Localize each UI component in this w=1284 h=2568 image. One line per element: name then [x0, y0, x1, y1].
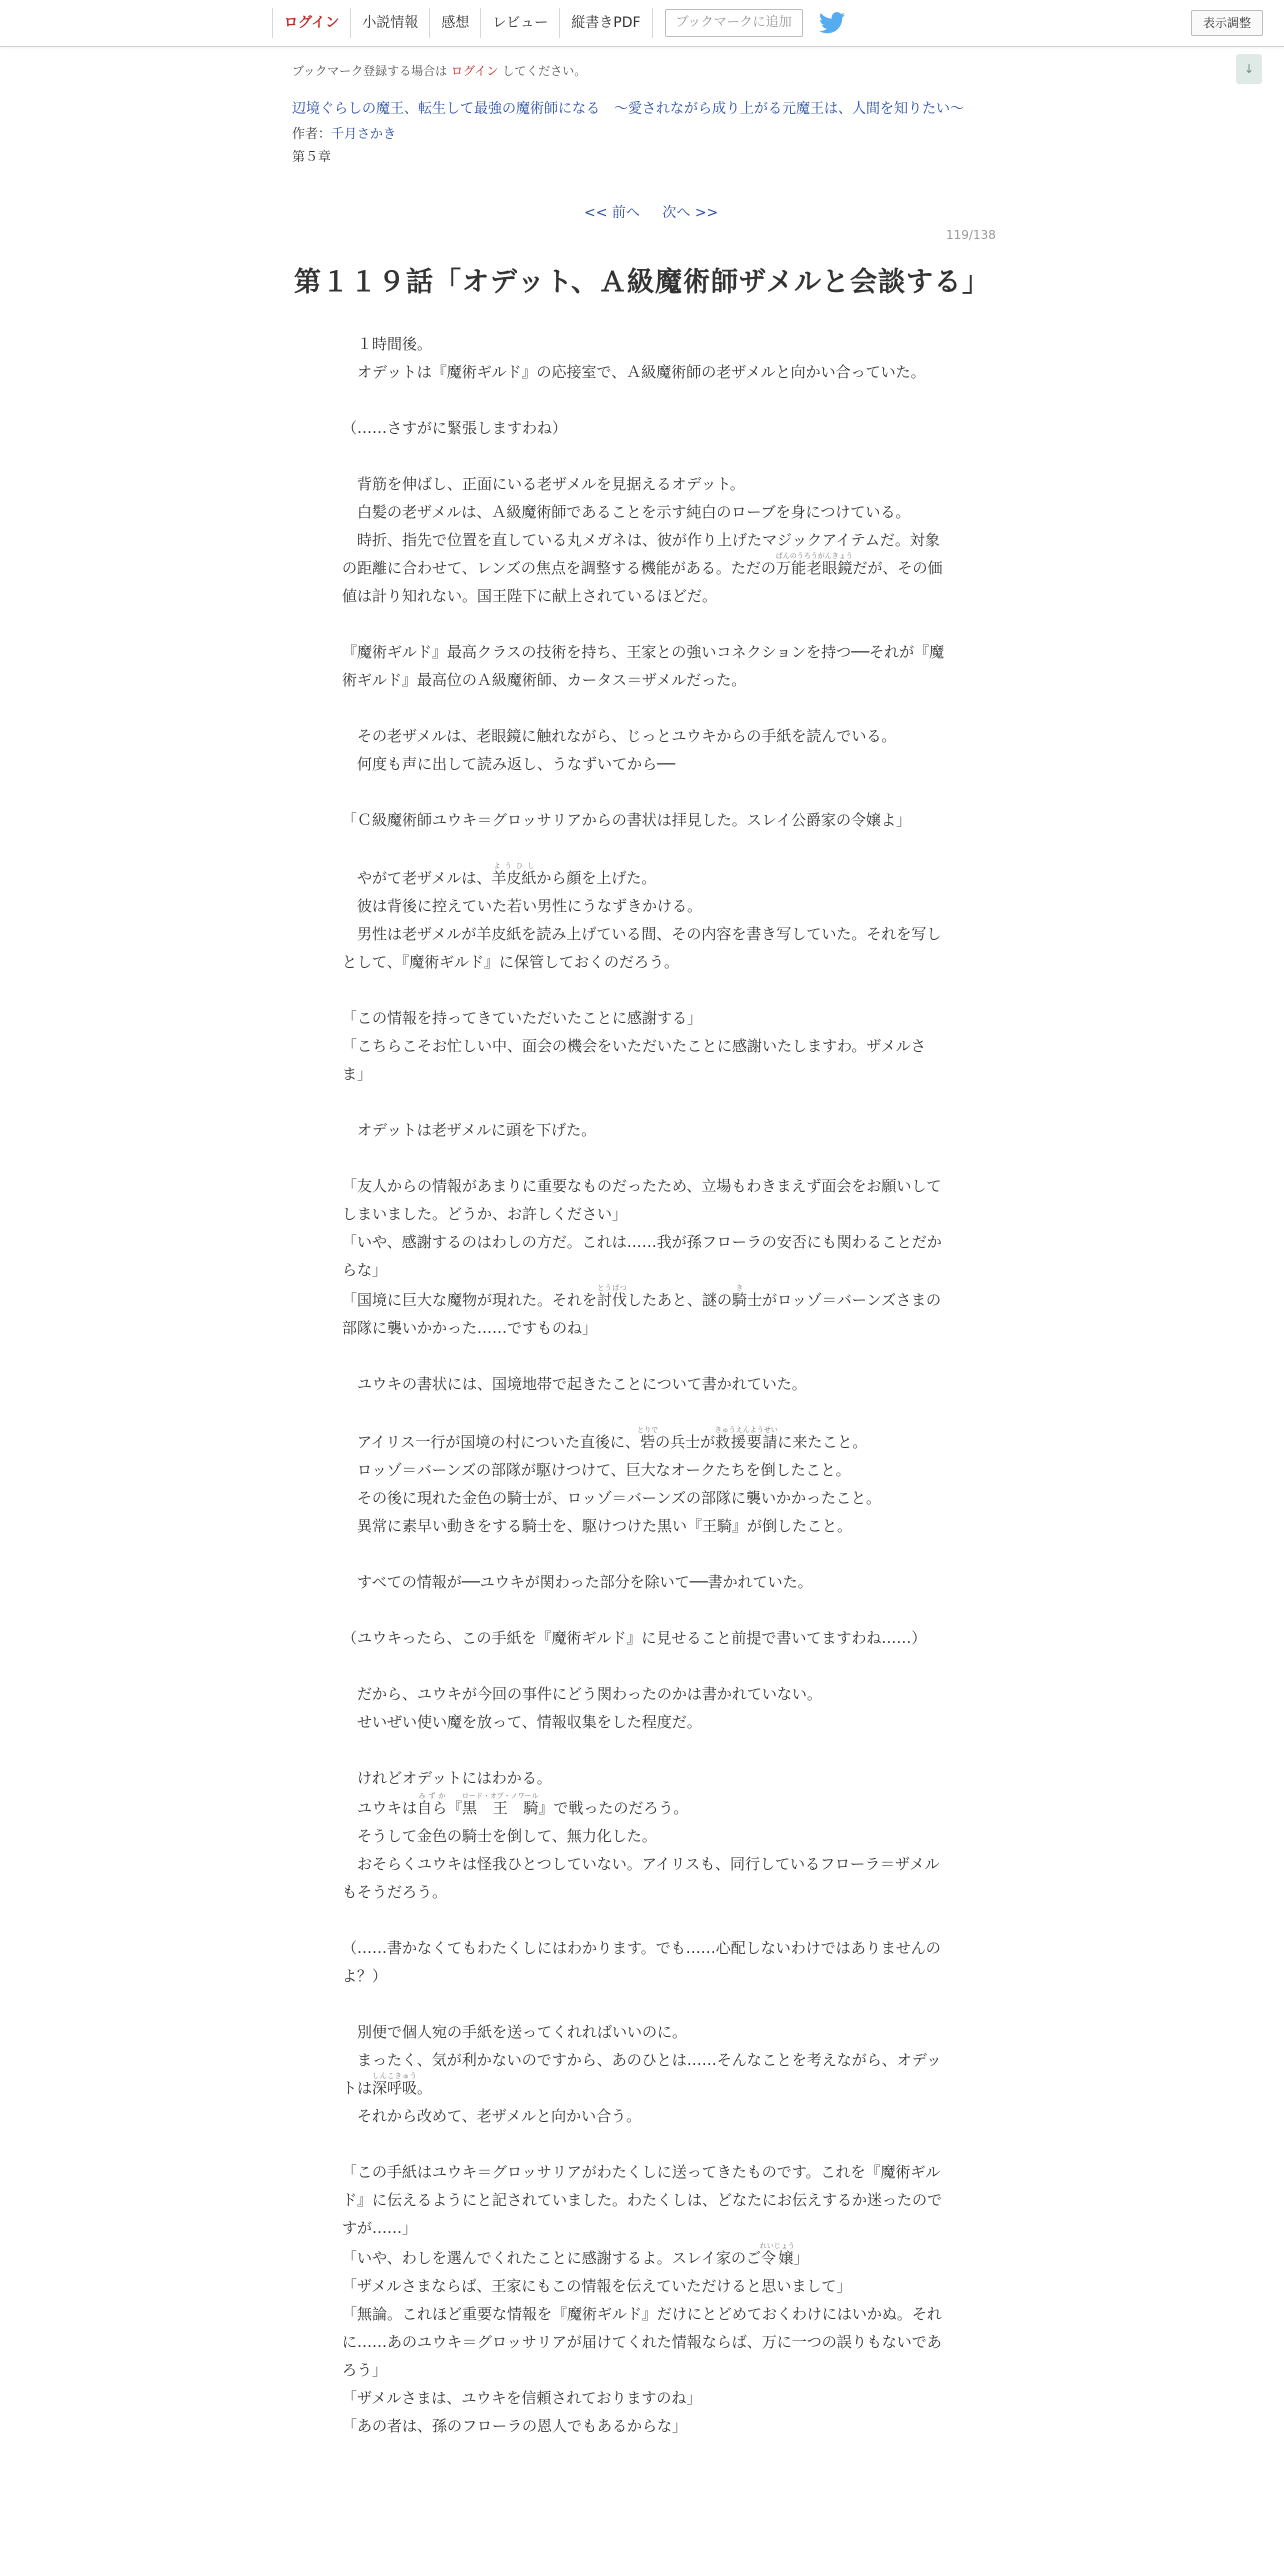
- paragraph: （……さすがに緊張しますわね）: [342, 419, 568, 437]
- paragraph: 別便で個人宛の手紙を送ってくれればいいのに。: [342, 2023, 688, 2041]
- ruby-word: [637, 1426, 659, 1451]
- ruby-reading: とうばつ: [597, 1284, 628, 1292]
- blank-line: [342, 1342, 946, 1370]
- paragraph: そうして金色の騎士を倒して、無力化した。: [342, 1827, 657, 1845]
- paragraph: １時間後。: [342, 335, 433, 353]
- paragraph: 背筋を伸ばし、正面にいる老ザメルを見据えるオデット。: [342, 475, 745, 493]
- scroll-down-tab[interactable]: ↓: [1236, 54, 1262, 84]
- text-span: 『: [447, 1799, 463, 1817]
- blank-line: [342, 1088, 946, 1116]
- ruby-reading: とりで: [637, 1426, 659, 1434]
- paragraph: 「この手紙はユウキ＝グロッサリアがわたくしに送ってきたものです。これを『魔術ギルド』に伝えるようにと記されていました。わたくしは、どなたにお伝えするか迷ったのですが……」: [342, 2163, 943, 2237]
- ruby-base: 羊皮紙: [491, 869, 537, 887]
- text-span: アイリス一行が国境の村についた直後に、: [342, 1433, 641, 1451]
- paragraph: [342, 1792, 946, 1822]
- paragraph: 「こちらこそお忙しい中、面会の機会をいただいたことに感謝いたしますわ。ザメルさま」: [342, 1037, 926, 1083]
- paragraph: 「あの者は、孫のフローラの恩人でもあるからな」: [342, 2417, 688, 2435]
- bookmark-login-notice: [292, 62, 586, 79]
- blank-line: [342, 1736, 946, 1764]
- ruby-reading: れいじょう: [759, 2242, 795, 2250]
- ruby-reading: みずか: [417, 1792, 448, 1800]
- paragraph: （ユウキったら、この手紙を『魔術ギルド』に見せること前提で書いてますわね……）: [342, 1629, 927, 1647]
- ruby-base: 騎: [732, 1291, 748, 1309]
- ruby-reading: ばんのうろうがんきょう: [775, 552, 853, 560]
- ruby-reading: しんこきゅう: [372, 2072, 418, 2080]
- text-span: 時折、指先で位置を直している丸メガネは、彼が作り上げたマジックアイテムだ。対象の距離に合わせて、レンズの焦点を調整する機能がある。ただの: [342, 531, 940, 577]
- blank-line: [342, 834, 946, 862]
- paragraph: 「この情報を持ってきていただいたことに感謝する」: [342, 1009, 703, 1027]
- paragraph: 「いや、感謝するのはわしの方だ。これは……我が孫フローラの安否にも関わることだからな」: [342, 1233, 942, 1279]
- ruby-reading: き: [732, 1284, 748, 1292]
- next-link[interactable]: 次へ >>: [662, 205, 719, 221]
- prev-link[interactable]: << 前へ: [584, 205, 640, 221]
- paragraph: 彼は背後に控えていた若い男性にうなずきかける。: [342, 897, 703, 915]
- blank-line: [342, 1596, 946, 1624]
- paragraph: 何度も声に出して読み返し、うなずいてから──: [342, 755, 676, 773]
- paragraph: その後に現れた金色の騎士が、ロッゾ＝バーンズの部隊に襲いかかったこと。: [342, 1489, 881, 1507]
- episode-body: [342, 330, 946, 2440]
- blank-line: [342, 442, 946, 470]
- text-span: から顔を上げた。: [536, 869, 657, 887]
- blank-line: [342, 976, 946, 1004]
- paragraph: （……書かなくてもわたくしにはわかります。でも……心配しないわけではありませんのよ？）: [342, 1939, 941, 1985]
- paragraph: おそらくユウキは怪我ひとつしていない。アイリスも、同行しているフローラ＝ザメルもそうだろう。: [342, 1855, 940, 1901]
- ruby-base: 討伐: [597, 1291, 628, 1309]
- text-span: 』で戦ったのだろう。: [538, 1799, 689, 1817]
- notice-text-after: してください。: [502, 64, 587, 78]
- novel-info-link[interactable]: 小説情報: [350, 8, 429, 38]
- text-span: 」: [793, 2249, 809, 2267]
- blank-line: [342, 386, 946, 414]
- blank-line: [342, 778, 946, 806]
- ruby-base: 砦: [637, 1433, 659, 1451]
- paragraph: [342, 862, 946, 892]
- episode-title: 第１１９話「オデット、Ａ級魔術師ザメルと会談する」: [294, 267, 990, 298]
- paragraph: だから、ユウキが今回の事件にどう関わったのかは書かれていない。: [342, 1685, 822, 1703]
- blank-line: [342, 610, 946, 638]
- text-span: の兵士が: [655, 1433, 716, 1451]
- blank-line: [342, 1144, 946, 1172]
- twitter-icon[interactable]: [819, 11, 847, 35]
- paragraph: [342, 1284, 946, 1342]
- author-label: 作者：: [292, 127, 332, 142]
- paragraph: [342, 2242, 946, 2272]
- paragraph: 「無論。これほど重要な情報を『魔術ギルド』だけにとどめておくわけにはいかぬ。それに……あのユウキ＝グロッサリアが届けてくれた情報ならば、万に一つの誤りもないであろう」: [342, 2305, 942, 2379]
- paragraph: 『魔術ギルド』最高クラスの技術を持ち、王家との強いコネクションを持つ──それが『魔術ギルド』最高位のＡ級魔術師、カータス＝ザメルだった。: [342, 643, 945, 689]
- paragraph: その老ザメルは、老眼鏡に触れながら、じっとユウキからの手紙を読んでいる。: [342, 727, 897, 745]
- impressions-link[interactable]: 感想: [429, 8, 480, 38]
- paragraph: オデットは『魔術ギルド』の応接室で、Ａ級魔術師の老ザメルと向かい合っていた。: [342, 363, 926, 381]
- vertical-pdf-link[interactable]: 縦書きPDF: [559, 8, 652, 38]
- text-span: に来たこと。: [777, 1433, 868, 1451]
- ruby-reading: きゅうえんようせい: [714, 1426, 778, 1434]
- ruby-reading: ロード・オブ・ノワール: [461, 1792, 539, 1800]
- chapter-title: 第５章: [292, 150, 332, 165]
- notice-text-before: ブックマーク登録する場合は: [292, 64, 448, 78]
- ruby-word: [759, 2242, 795, 2267]
- author-link[interactable]: 千月さかき: [331, 127, 397, 142]
- paragraph: 白髪の老ザメルは、Ａ級魔術師であることを示す純白のローブを身につけている。: [342, 503, 911, 521]
- ruby-word: [491, 862, 537, 887]
- ruby-base: 救援要請: [714, 1433, 778, 1451]
- text-span: ユウキは: [342, 1799, 418, 1817]
- ruby-base: 万能老眼鏡: [775, 559, 853, 577]
- paragraph: それから改めて、老ザメルと向かい合う。: [342, 2107, 642, 2125]
- paragraph: 男性は老ザメルが羊皮紙を読み上げている間、その内容を書き写していた。それを写しとして、『魔術ギルド』に保管しておくのだろう。: [342, 925, 942, 971]
- blank-line: [342, 1652, 946, 1680]
- author-line: [292, 123, 396, 142]
- paragraph: すべての情報が──ユウキが関わった部分を除いて──書かれていた。: [342, 1573, 813, 1591]
- blank-line: [342, 1906, 946, 1934]
- paragraph: 「ザメルさまならば、王家にもこの情報を伝えていただけると思いまして」: [342, 2277, 852, 2295]
- paragraph: 「友人からの情報があまりに重要なものだったため、立場もわきまえず面会をお願いしてしまいました。どうか、お許しください」: [342, 1177, 942, 1223]
- text-span: したあと、謎の: [627, 1291, 733, 1309]
- paragraph: [342, 1426, 946, 1456]
- text-span: 「国境に巨大な魔物が現れた。それを: [342, 1291, 598, 1309]
- paragraph: 異常に素早い動きをする騎士を、駆けつけた黒い『王騎』が倒したこと。: [342, 1517, 853, 1535]
- ruby-reading: ようひし: [491, 862, 537, 870]
- ruby-word: [597, 1284, 628, 1309]
- paragraph: 「ザメルさまは、ユウキを信頼されておりますのね」: [342, 2389, 702, 2407]
- ruby-word: [775, 552, 853, 577]
- text-span: 。: [417, 2079, 433, 2097]
- paragraph: オデットは老ザメルに頭を下げた。: [342, 1121, 597, 1139]
- ruby-base: 自ら: [417, 1799, 448, 1817]
- ruby-word: [461, 1792, 539, 1817]
- text-span: だが、その価値は計り知れない。国王陛下に献上されているほどだ。: [342, 559, 943, 605]
- nav-menu: [272, 0, 847, 46]
- bookmark-add-button[interactable]: ブックマークに追加: [665, 9, 803, 37]
- ruby-base: 深呼吸: [372, 2079, 418, 2097]
- text-span: 士がロッゾ＝バーンズさまの部隊に襲いかかった……ですものね」: [342, 1291, 942, 1337]
- blank-line: [342, 694, 946, 722]
- paragraph: [342, 2046, 946, 2102]
- paragraph: ロッゾ＝バーンズの部隊が駆けつけて、巨大なオークたちを倒したこと。: [342, 1461, 851, 1479]
- paragraph: 「Ｃ級魔術師ユウキ＝グロッサリアからの書状は拝見した。スレイ公爵家の令嬢よ」: [342, 811, 911, 829]
- episode-counter: 119/138: [946, 228, 996, 242]
- ruby-word: [417, 1792, 448, 1817]
- notice-login-link[interactable]: ログイン: [451, 64, 499, 78]
- ruby-word: [732, 1284, 748, 1309]
- blank-line: [342, 1540, 946, 1568]
- paragraph: [342, 526, 946, 610]
- review-link[interactable]: レビュー: [480, 8, 559, 38]
- top-navbar: [0, 0, 1284, 47]
- ruby-base: 黒 王 騎: [461, 1799, 539, 1817]
- text-span: やがて老ザメルは、: [342, 869, 492, 887]
- blank-line: [342, 1398, 946, 1426]
- paragraph: せいぜい使い魔を放って、情報収集をした程度だ。: [342, 1713, 702, 1731]
- text-span: 「いや、わしを選んでくれたことに感謝するよ。スレイ家のご: [342, 2249, 761, 2267]
- ruby-word: [372, 2072, 418, 2097]
- display-settings-button[interactable]: 表示調整: [1191, 10, 1263, 36]
- ruby-word: [714, 1426, 778, 1451]
- login-link[interactable]: ログイン: [272, 8, 350, 38]
- text-span: まったく、気が利かないのですから、あのひとは……そんなことを考えながら、オデットは: [342, 2051, 942, 2097]
- ruby-base: 令嬢: [759, 2249, 795, 2267]
- paragraph: ユウキの書状には、国境地帯で起きたことについて書かれていた。: [342, 1375, 807, 1393]
- blank-line: [342, 2130, 946, 2158]
- series-title-link[interactable]: 辺境ぐらしの魔王、転生して最強の魔術師になる 〜愛されながら成り上がる元魔王は、人間を知りたい〜: [292, 101, 964, 117]
- pager: [584, 202, 736, 222]
- paragraph: けれどオデットにはわかる。: [342, 1769, 552, 1787]
- blank-line: [342, 1990, 946, 2018]
